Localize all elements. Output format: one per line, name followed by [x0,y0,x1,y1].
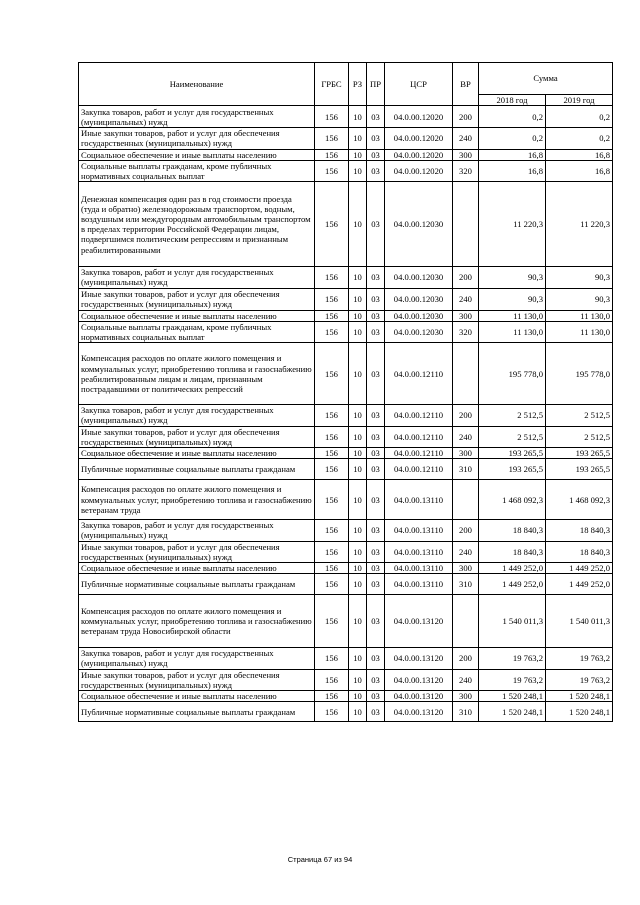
row-csr: 04.0.00.12020 [385,160,453,181]
row-name: Закупка товаров, работ и услуг для государственных (муниципальных) нужд [79,405,315,426]
row-pr: 03 [367,426,385,447]
row-sum-2018: 11 130,0 [479,310,546,321]
row-grbs: 156 [315,149,349,160]
row-name: Публичные нормативные социальные выплаты гражданам [79,702,315,722]
row-grbs: 156 [315,574,349,595]
row-pr: 03 [367,574,385,595]
table-row [79,310,613,321]
row-vr: 320 [453,160,479,181]
row-csr: 04.0.00.12020 [385,128,453,149]
row-grbs: 156 [315,405,349,426]
row-name: Иные закупки товаров, работ и услуг для обеспечения государственных (муниципальных) нужд [79,669,315,690]
row-sum-2018: 18 840,3 [479,520,546,541]
row-grbs: 156 [315,702,349,722]
row-csr: 04.0.00.13110 [385,563,453,574]
row-pr: 03 [367,595,385,648]
row-csr: 04.0.00.13120 [385,595,453,648]
row-vr: 200 [453,267,479,288]
row-sum-2019: 2 512,5 [546,426,613,447]
row-sum-2018: 11 220,3 [479,182,546,267]
row-sum-2018: 0,2 [479,106,546,128]
row-grbs: 156 [315,288,349,310]
row-pr: 03 [367,448,385,459]
row-rz: 10 [349,541,367,562]
row-sum-2019: 195 778,0 [546,343,613,405]
row-vr [453,595,479,648]
row-csr: 04.0.00.12110 [385,448,453,459]
row-sum-2018: 195 778,0 [479,343,546,405]
row-rz: 10 [349,310,367,321]
row-pr: 03 [367,480,385,520]
header-year-2018: 2018 год [479,95,546,106]
row-sum-2018: 16,8 [479,149,546,160]
row-rz: 10 [349,405,367,426]
row-sum-2019: 16,8 [546,149,613,160]
row-pr: 03 [367,343,385,405]
row-csr: 04.0.00.13120 [385,691,453,702]
row-vr: 240 [453,426,479,447]
row-vr: 200 [453,520,479,541]
header-row [79,63,613,95]
row-vr: 300 [453,448,479,459]
row-rz: 10 [349,128,367,149]
table-row [79,702,613,722]
row-pr: 03 [367,288,385,310]
row-grbs: 156 [315,459,349,480]
row-csr: 04.0.00.13110 [385,520,453,541]
row-sum-2019: 193 265,5 [546,448,613,459]
row-sum-2019: 1 468 092,3 [546,480,613,520]
row-pr: 03 [367,669,385,690]
row-csr: 04.0.00.12030 [385,321,453,342]
row-grbs: 156 [315,160,349,181]
row-rz: 10 [349,669,367,690]
row-name: Социальные выплаты гражданам, кроме публичных нормативных социальных выплат [79,321,315,342]
row-vr: 240 [453,541,479,562]
row-sum-2019: 90,3 [546,267,613,288]
row-pr: 03 [367,310,385,321]
row-name: Компенсация расходов по оплате жилого помещения и коммунальных услуг, приобретению топлива и газоснабжению ветеранам труда [79,480,315,520]
row-sum-2018: 11 130,0 [479,321,546,342]
row-pr: 03 [367,691,385,702]
row-name: Закупка товаров, работ и услуг для государственных (муниципальных) нужд [79,106,315,128]
row-sum-2018: 1 449 252,0 [479,563,546,574]
row-sum-2018: 2 512,5 [479,426,546,447]
row-name: Закупка товаров, работ и услуг для государственных (муниципальных) нужд [79,267,315,288]
table-row [79,691,613,702]
row-sum-2019: 1 520 248,1 [546,691,613,702]
row-vr: 310 [453,574,479,595]
row-grbs: 156 [315,648,349,669]
row-pr: 03 [367,182,385,267]
row-csr: 04.0.00.12020 [385,106,453,128]
row-pr: 03 [367,160,385,181]
row-csr: 04.0.00.12030 [385,182,453,267]
row-name: Закупка товаров, работ и услуг для государственных (муниципальных) нужд [79,520,315,541]
header-pr: ПР [367,63,385,106]
row-name: Денежная компенсация один раз в год стоимости проезда (туда и обратно) железнодорожным транспортом, водным, воздушным или междугородным автомобильным транспортом в пределах территории Российской Федерации лицам, подвергшимся политическим репрессиям и признанным реабилитированными [79,182,315,267]
row-csr: 04.0.00.12030 [385,310,453,321]
row-sum-2019: 0,2 [546,128,613,149]
row-rz: 10 [349,702,367,722]
row-vr [453,480,479,520]
row-csr: 04.0.00.12110 [385,405,453,426]
row-rz: 10 [349,182,367,267]
row-rz: 10 [349,267,367,288]
row-rz: 10 [349,691,367,702]
row-sum-2019: 11 220,3 [546,182,613,267]
row-grbs: 156 [315,321,349,342]
row-rz: 10 [349,648,367,669]
row-pr: 03 [367,520,385,541]
table-row [79,149,613,160]
row-grbs: 156 [315,541,349,562]
row-vr: 240 [453,669,479,690]
row-grbs: 156 [315,520,349,541]
table-body [79,106,613,722]
row-grbs: 156 [315,267,349,288]
row-name: Компенсация расходов по оплате жилого помещения и коммунальных услуг, приобретению топлива и газоснабжению реабилитированным лицам и лицам, признанным пострадавшими от политических репрессий [79,343,315,405]
page-number: Страница 67 из 94 [287,855,353,864]
row-name: Иные закупки товаров, работ и услуг для обеспечения государственных (муниципальных) нужд [79,128,315,149]
row-rz: 10 [349,321,367,342]
row-sum-2019: 193 265,5 [546,459,613,480]
header-year-2019: 2019 год [546,95,613,106]
row-vr: 310 [453,459,479,480]
table-row [79,160,613,181]
row-vr: 240 [453,128,479,149]
row-sum-2018: 1 468 092,3 [479,480,546,520]
row-vr: 320 [453,321,479,342]
table-row [79,669,613,690]
table-row [79,595,613,648]
row-vr: 310 [453,702,479,722]
header-grbs: ГРБС [315,63,349,106]
row-pr: 03 [367,267,385,288]
row-vr: 300 [453,310,479,321]
row-vr: 200 [453,648,479,669]
row-pr: 03 [367,563,385,574]
row-csr: 04.0.00.12110 [385,343,453,405]
row-grbs: 156 [315,448,349,459]
row-sum-2019: 11 130,0 [546,321,613,342]
row-sum-2018: 90,3 [479,267,546,288]
row-csr: 04.0.00.12110 [385,426,453,447]
row-csr: 04.0.00.13120 [385,648,453,669]
budget-table [78,62,613,722]
table-row [79,128,613,149]
row-sum-2019: 1 449 252,0 [546,563,613,574]
row-pr: 03 [367,321,385,342]
row-grbs: 156 [315,563,349,574]
row-sum-2019: 2 512,5 [546,405,613,426]
row-rz: 10 [349,563,367,574]
row-name: Социальные выплаты гражданам, кроме публичных нормативных социальных выплат [79,160,315,181]
row-vr: 300 [453,563,479,574]
row-name: Компенсация расходов по оплате жилого помещения и коммунальных услуг, приобретению топлива и газоснабжению ветеранам труда Новосибирской области [79,595,315,648]
row-rz: 10 [349,448,367,459]
row-grbs: 156 [315,426,349,447]
table-row [79,267,613,288]
row-csr: 04.0.00.13120 [385,669,453,690]
row-rz: 10 [349,149,367,160]
table-row [79,106,613,128]
row-name: Иные закупки товаров, работ и услуг для обеспечения государственных (муниципальных) нужд [79,426,315,447]
table-row [79,426,613,447]
row-name: Социальное обеспечение и иные выплаты населению [79,563,315,574]
table-row [79,648,613,669]
header-rz: РЗ [349,63,367,106]
row-grbs: 156 [315,128,349,149]
row-pr: 03 [367,149,385,160]
row-grbs: 156 [315,480,349,520]
table-row [79,480,613,520]
row-vr: 300 [453,149,479,160]
table-row [79,448,613,459]
table-row [79,321,613,342]
row-sum-2019: 11 130,0 [546,310,613,321]
row-name: Иные закупки товаров, работ и услуг для обеспечения государственных (муниципальных) нужд [79,541,315,562]
row-grbs: 156 [315,595,349,648]
row-grbs: 156 [315,343,349,405]
row-name: Социальное обеспечение и иные выплаты населению [79,448,315,459]
row-pr: 03 [367,128,385,149]
row-sum-2018: 193 265,5 [479,459,546,480]
row-csr: 04.0.00.13110 [385,541,453,562]
row-sum-2018: 193 265,5 [479,448,546,459]
row-grbs: 156 [315,691,349,702]
header-vr: ВР [453,63,479,106]
row-sum-2018: 90,3 [479,288,546,310]
row-vr: 200 [453,106,479,128]
row-sum-2019: 18 840,3 [546,541,613,562]
row-sum-2018: 1 520 248,1 [479,691,546,702]
row-sum-2019: 1 520 248,1 [546,702,613,722]
row-csr: 04.0.00.13110 [385,574,453,595]
row-vr [453,343,479,405]
row-sum-2018: 2 512,5 [479,405,546,426]
row-sum-2019: 18 840,3 [546,520,613,541]
row-sum-2019: 19 763,2 [546,669,613,690]
row-sum-2019: 16,8 [546,160,613,181]
header-name: Наименование [79,63,315,106]
row-sum-2018: 1 449 252,0 [479,574,546,595]
row-name: Социальное обеспечение и иные выплаты населению [79,691,315,702]
row-grbs: 156 [315,310,349,321]
row-grbs: 156 [315,106,349,128]
row-rz: 10 [349,459,367,480]
table-row [79,288,613,310]
row-rz: 10 [349,574,367,595]
row-vr: 200 [453,405,479,426]
table-row [79,563,613,574]
row-grbs: 156 [315,669,349,690]
row-rz: 10 [349,160,367,181]
row-rz: 10 [349,106,367,128]
table-row [79,541,613,562]
row-sum-2018: 1 540 011,3 [479,595,546,648]
row-sum-2019: 1 540 011,3 [546,595,613,648]
table-row [79,405,613,426]
row-csr: 04.0.00.12030 [385,267,453,288]
row-rz: 10 [349,426,367,447]
row-name: Социальное обеспечение и иные выплаты населению [79,149,315,160]
row-name: Публичные нормативные социальные выплаты гражданам [79,574,315,595]
header-sum: Сумма [479,63,613,95]
row-csr: 04.0.00.12030 [385,288,453,310]
table-row [79,459,613,480]
row-sum-2018: 19 763,2 [479,648,546,669]
row-sum-2019: 1 449 252,0 [546,574,613,595]
row-rz: 10 [349,480,367,520]
row-pr: 03 [367,459,385,480]
row-pr: 03 [367,541,385,562]
row-pr: 03 [367,702,385,722]
row-name: Закупка товаров, работ и услуг для государственных (муниципальных) нужд [79,648,315,669]
row-rz: 10 [349,595,367,648]
row-pr: 03 [367,648,385,669]
row-sum-2018: 18 840,3 [479,541,546,562]
row-sum-2019: 0,2 [546,106,613,128]
row-sum-2019: 90,3 [546,288,613,310]
row-csr: 04.0.00.13120 [385,702,453,722]
row-name: Иные закупки товаров, работ и услуг для обеспечения государственных (муниципальных) нужд [79,288,315,310]
table-row [79,574,613,595]
row-sum-2018: 19 763,2 [479,669,546,690]
table-row [79,343,613,405]
row-csr: 04.0.00.12110 [385,459,453,480]
row-vr [453,182,479,267]
row-rz: 10 [349,343,367,405]
row-grbs: 156 [315,182,349,267]
row-rz: 10 [349,520,367,541]
table-row [79,520,613,541]
row-vr: 300 [453,691,479,702]
row-sum-2019: 19 763,2 [546,648,613,669]
row-rz: 10 [349,288,367,310]
row-name: Социальное обеспечение и иные выплаты населению [79,310,315,321]
row-name: Публичные нормативные социальные выплаты гражданам [79,459,315,480]
row-csr: 04.0.00.12020 [385,149,453,160]
row-sum-2018: 16,8 [479,160,546,181]
table-row [79,182,613,267]
row-csr: 04.0.00.13110 [385,480,453,520]
row-pr: 03 [367,405,385,426]
row-vr: 240 [453,288,479,310]
header-csr: ЦСР [385,63,453,106]
row-sum-2018: 1 520 248,1 [479,702,546,722]
row-pr: 03 [367,106,385,128]
row-sum-2018: 0,2 [479,128,546,149]
